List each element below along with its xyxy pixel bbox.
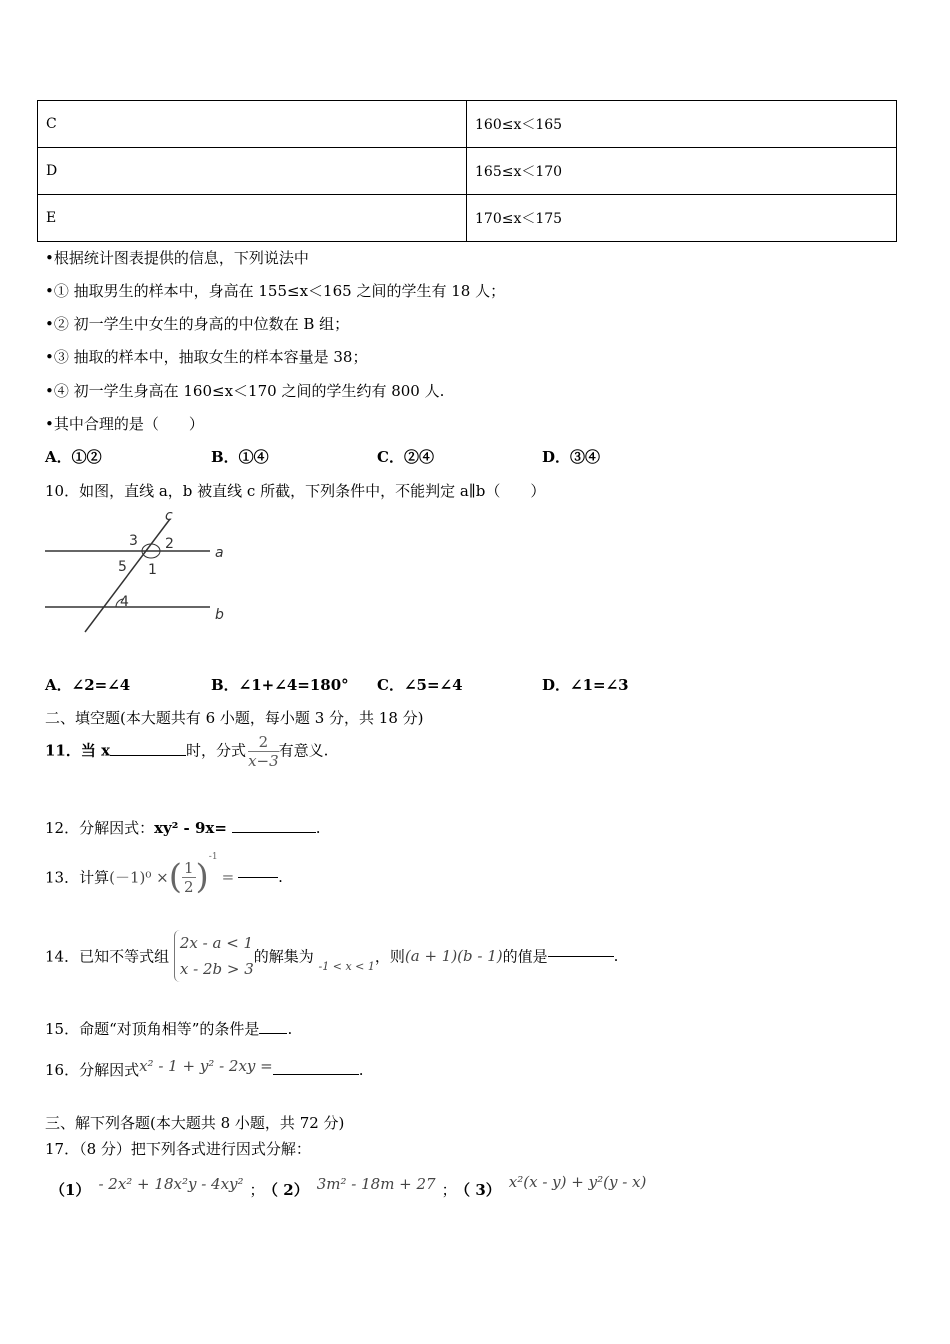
separator: ；	[249, 1181, 265, 1199]
group-cell: E	[38, 195, 467, 242]
q9-option-a[interactable]: A．①②	[45, 448, 102, 466]
fraction	[182, 859, 196, 896]
q14-end: .	[613, 947, 619, 965]
group-cell: C	[38, 101, 467, 148]
q12-pre: 12．分解因式：	[45, 819, 155, 837]
answer-blank[interactable]	[273, 1074, 359, 1075]
inequality-1: 2x - a < 1	[179, 934, 254, 952]
q12-expr: xy² - 9x=	[154, 819, 227, 837]
q16-pre: 16．分解因式	[45, 1061, 140, 1079]
angle-label-1: 1	[148, 562, 157, 578]
q17-part2-label: （ 2）	[270, 1181, 309, 1199]
q14-post: 的值是	[502, 947, 548, 966]
q14-pre: 14．已知不等式组	[45, 947, 170, 966]
range-cell: 165≤x＜170	[467, 148, 897, 195]
q13-expr: (－1)⁰ ×	[109, 868, 169, 887]
q10-stem: 10．如图，直线 a，b 被直线 c 所截，下列条件中，不能判定 a∥b（ ）	[45, 482, 546, 500]
table-row	[38, 195, 897, 242]
answer-blank[interactable]	[259, 1033, 287, 1034]
q9-ask: •其中合理的是（ ）	[45, 415, 204, 433]
inequality-2: x - 2b > 3	[179, 960, 254, 978]
answer-blank[interactable]	[232, 832, 316, 833]
angle-label-4: 4	[120, 594, 129, 610]
q11-pre: 11．当 x	[45, 741, 111, 760]
q17-part3-expr: x²(x - y) + y²(y - x)	[508, 1173, 647, 1191]
fraction	[248, 733, 279, 770]
label-a: a	[215, 545, 224, 561]
label-b: b	[215, 607, 224, 623]
table-row	[38, 101, 897, 148]
q14	[45, 930, 618, 982]
range-cell: 170≤x＜175	[467, 195, 897, 242]
angle-label-2: 2	[165, 536, 174, 552]
q10-option-a[interactable]: A．∠2=∠4	[45, 676, 131, 694]
line-c	[85, 519, 170, 632]
q11	[45, 733, 328, 770]
q10-option-c[interactable]: C．∠5=∠4	[377, 676, 463, 694]
angle-label-5: 5	[118, 559, 127, 575]
q9-statement-1: •① 抽取男生的样本中，身高在 155≤x＜165 之间的学生有 18 人；	[45, 282, 506, 300]
q13: 13．计算(－1)⁰ ×( $\frac{1}{2}$ )$^{-1}$= .	[45, 852, 283, 897]
fraction-denominator: 2	[183, 877, 194, 896]
range-cell: 160≤x＜165	[467, 101, 897, 148]
separator: ；	[441, 1181, 457, 1199]
section3-heading: 三、解下列各题(本大题共 8 小题，共 72 分)	[45, 1114, 345, 1132]
q14-mid2: ，则	[374, 947, 405, 966]
q17-part1-label: （1）	[50, 1181, 91, 1199]
group-cell: D	[38, 148, 467, 195]
inequality-system	[174, 930, 254, 982]
q9-statement-2: •② 初一学生中女生的身高的中位数在 B 组；	[45, 315, 350, 333]
q9-option-d[interactable]: D．③④	[542, 448, 601, 466]
q16-end: .	[358, 1061, 364, 1079]
q16-expr: x² - 1 + y² - 2xy =	[139, 1057, 273, 1075]
table-row	[38, 148, 897, 195]
q13-pre: 13．计算	[45, 868, 110, 887]
q14-expr: (a + 1)(b - 1)	[404, 947, 503, 965]
q15-text: 15．命题“对顶角相等”的条件是	[45, 1020, 260, 1038]
fraction-numerator: 2	[248, 733, 279, 752]
q11-post: 有意义.	[278, 741, 329, 760]
q17-parts	[50, 1173, 646, 1200]
q17-part2-expr: 3m² - 18m + 27	[316, 1175, 436, 1193]
q17-part3-label: （ 3）	[462, 1181, 501, 1199]
answer-blank[interactable]	[238, 877, 278, 878]
angle-label-3: 3	[129, 533, 138, 549]
q13-eq: =	[221, 868, 235, 886]
q14-mid: 的解集为	[253, 947, 314, 966]
q9-option-b[interactable]: B．①④	[211, 448, 269, 466]
q9-stem: •根据统计图表提供的信息，下列说法中	[45, 249, 309, 267]
q9-option-c[interactable]: C．②④	[377, 448, 434, 466]
q15-end: .	[287, 1020, 293, 1038]
q17-stem: 17．（8 分）把下列各式进行因式分解：	[45, 1140, 311, 1158]
height-group-table	[37, 100, 897, 242]
fraction-numerator: 1	[183, 858, 194, 877]
q16	[45, 1057, 364, 1080]
answer-blank[interactable]	[548, 956, 614, 957]
answer-blank[interactable]	[110, 755, 186, 756]
q13-post: .	[278, 868, 283, 886]
exponent: -1	[208, 852, 218, 862]
q9-statement-4: •④ 初一学生身高在 160≤x＜170 之间的学生约有 800 人.	[45, 382, 445, 400]
q9-statement-3: •③ 抽取的样本中，抽取女生的样本容量是 38；	[45, 348, 368, 366]
q10-option-b[interactable]: B．∠1+∠4=180°	[211, 676, 349, 694]
label-c: c	[165, 508, 173, 524]
q12-post: .	[315, 819, 321, 837]
q10-option-d[interactable]: D．∠1=∠3	[542, 676, 629, 694]
section2-heading: 二、填空题(本大题共有 6 小题，每小题 3 分，共 18 分)	[45, 709, 424, 727]
q15	[45, 1018, 292, 1039]
fraction-denominator: x−3	[248, 752, 279, 770]
parallel-lines-figure	[40, 505, 240, 635]
q12	[45, 817, 321, 838]
q17-part1-expr: - 2x² + 18x²y - 4xy²	[98, 1175, 244, 1193]
solution-set: -1 < x < 1	[318, 960, 375, 973]
q11-mid: 时，分式	[186, 741, 247, 760]
